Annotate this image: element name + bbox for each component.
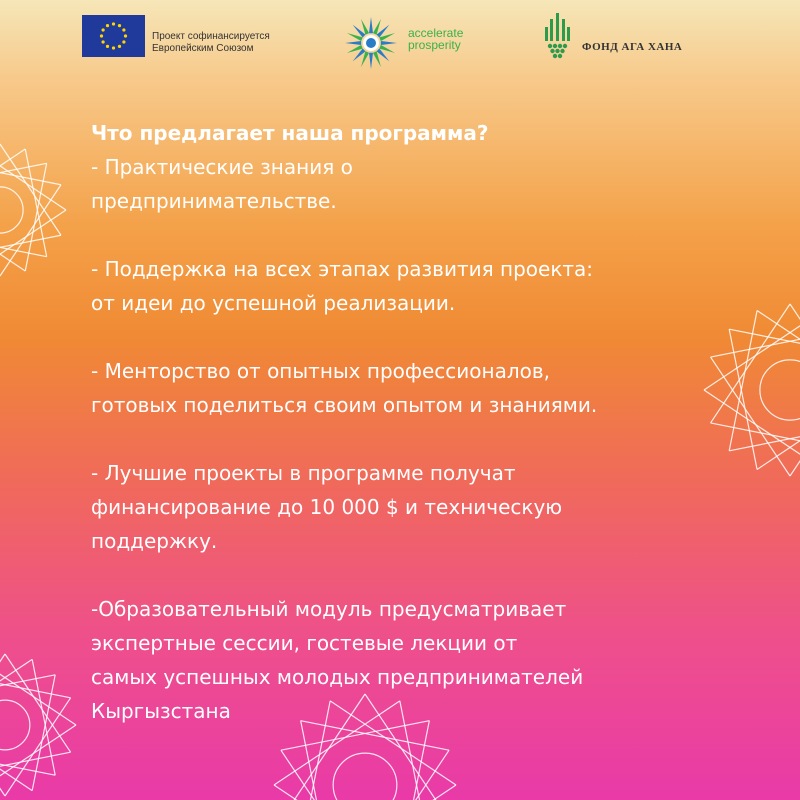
item1-line2: предпринимательстве. [91, 189, 337, 213]
item2-line1: - Поддержка на всех этапах развития проекта: [91, 257, 594, 281]
item5-line1: -Образовательный модуль предусматривает [91, 597, 567, 621]
eu-cofunding-text [152, 31, 270, 55]
eu-line-1: Проект софинансируется [152, 31, 270, 42]
item3-line2: готовых поделиться своим опытом и знаниями. [91, 393, 598, 417]
rosette-ornament-left-bottom [0, 650, 80, 800]
item4-line2: финансирование до 10 000 $ и техническую [91, 495, 563, 519]
accelerate-prosperity-logo-icon [343, 15, 399, 71]
aga-khan-foundation-logo-icon [544, 13, 572, 61]
item4-line1: - Лучшие проекты в программе получат [91, 461, 516, 485]
item1-line1: - Практические знания о [91, 155, 353, 179]
eu-line-2: Европейским Союзом [152, 43, 254, 54]
item5-line4: Кыргызстана [91, 699, 231, 723]
accelerate-prosperity-text [408, 27, 463, 51]
item2-line2: от идеи до успешной реализации. [91, 291, 456, 315]
eu-flag-icon [82, 15, 145, 57]
item5-line3: самых успешных молодых предпринимателей [91, 665, 584, 689]
rosette-ornament-right [700, 300, 800, 480]
aga-khan-foundation-name: ФОНД АГА ХАНА [582, 41, 683, 53]
item5-line2: экспертные сессии, гостевые лекции от [91, 631, 518, 655]
section-title: Что предлагает наша программа? [91, 121, 489, 145]
ap-line-2: prosperity [408, 38, 461, 52]
logo-bar [0, 0, 800, 90]
item4-line3: поддержку. [91, 529, 218, 553]
program-description [91, 116, 711, 728]
rosette-ornament-left-top [0, 140, 70, 280]
ap-line-1: accelerate [408, 26, 464, 40]
item3-line1: - Менторство от опытных профессионалов, [91, 359, 551, 383]
